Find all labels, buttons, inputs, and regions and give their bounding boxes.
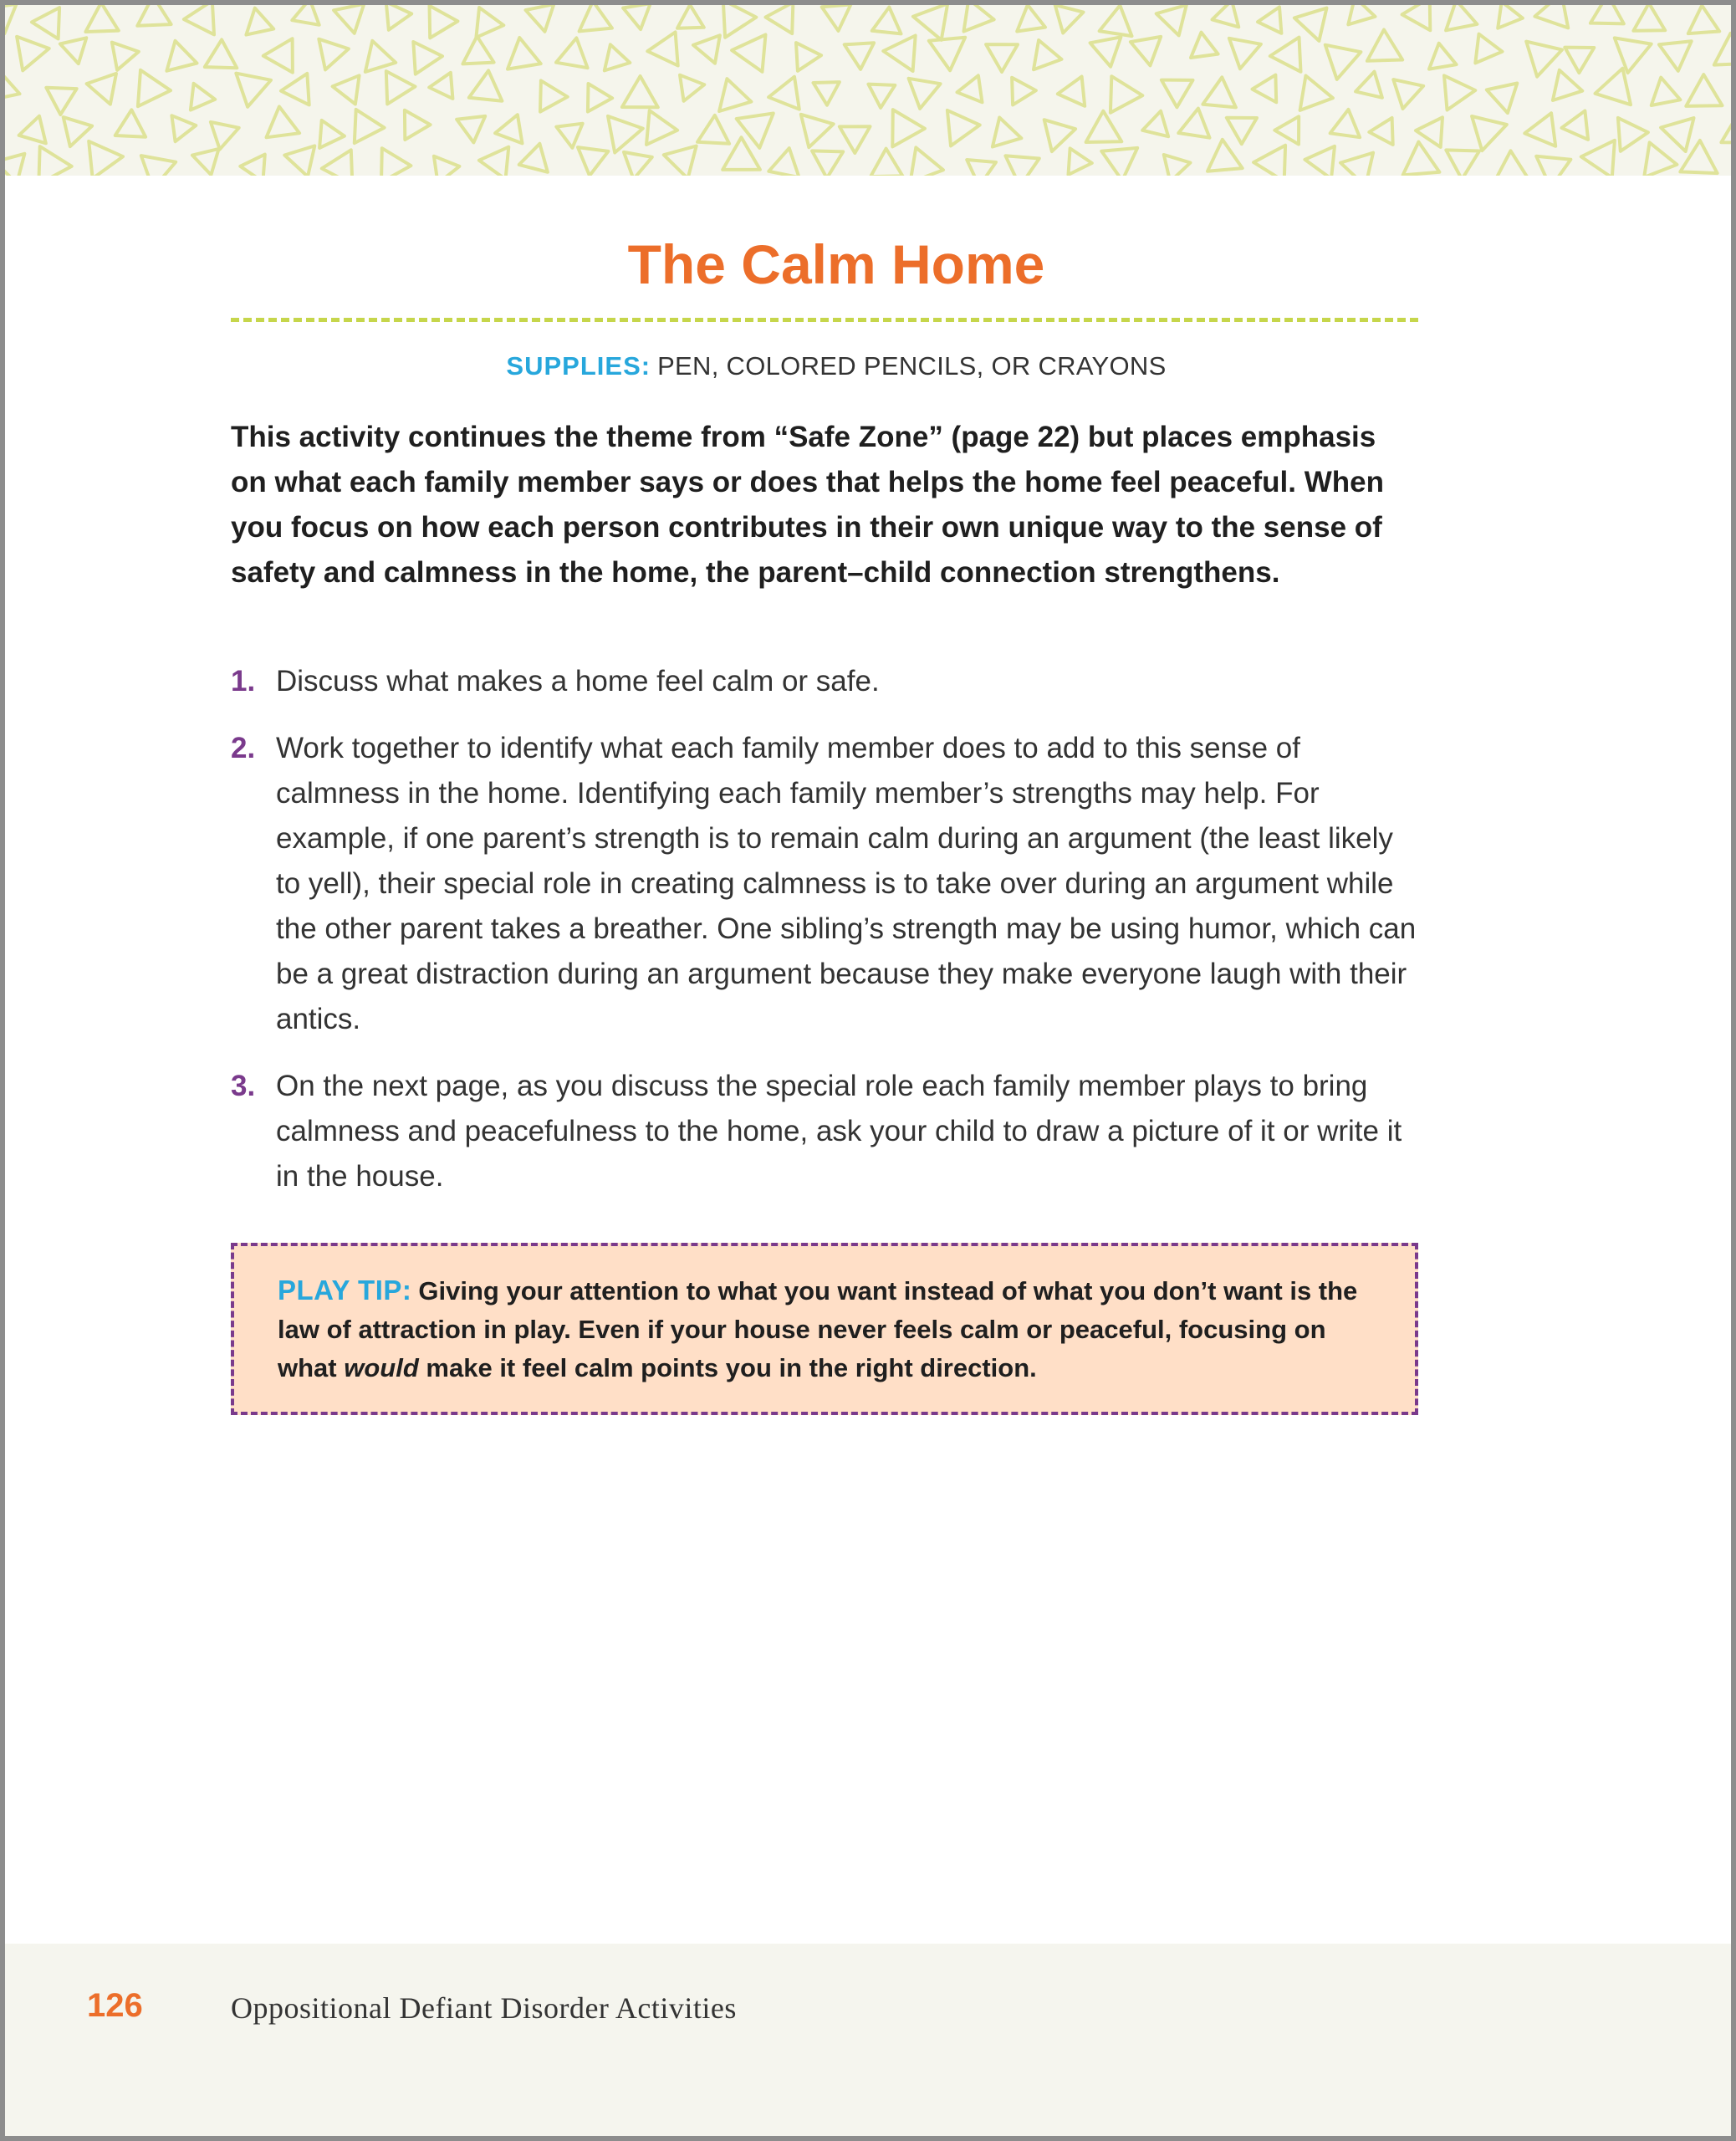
triangle-icon	[469, 70, 503, 100]
header-pattern	[0, 0, 1736, 176]
triangle-icon	[622, 76, 658, 107]
triangle-icon	[1615, 38, 1652, 73]
triangle-icon	[737, 114, 774, 148]
triangle-icon	[1562, 111, 1589, 140]
triangle-icon	[526, 4, 554, 32]
triangle-icon	[1017, 5, 1045, 32]
triangle-icon	[0, 154, 24, 176]
page-number: 126	[87, 1987, 143, 2024]
triangle-icon	[578, 147, 608, 176]
triangle-icon	[365, 41, 396, 72]
triangle-icon	[1644, 142, 1677, 176]
triangle-icon	[1618, 118, 1648, 151]
triangle-icon	[623, 3, 651, 29]
supplies-line	[0, 351, 1672, 381]
triangle-icon	[871, 149, 902, 176]
triangle-icon	[267, 106, 300, 137]
step-number: 2.	[231, 732, 256, 764]
step-number: 3.	[231, 1070, 256, 1102]
title-divider	[231, 318, 1418, 322]
triangle-icon	[1472, 116, 1507, 151]
triangle-icon	[1526, 42, 1562, 77]
triangle-icon	[284, 146, 314, 176]
step-text: On the next page, as you discuss the special role each family member plays to bring calmness and peacefulness to the home, ask your child to draw a picture of it or write it in the house.	[276, 1070, 1402, 1193]
triangle-icon	[32, 8, 59, 38]
triangle-icon	[1688, 6, 1719, 34]
triangle-icon	[1446, 150, 1479, 176]
triangle-icon	[430, 6, 458, 38]
triangle-icon	[913, 3, 947, 39]
triangle-icon	[1253, 75, 1277, 103]
step-text: Discuss what makes a home feel calm or safe.	[276, 665, 880, 697]
triangle-icon	[1487, 84, 1518, 114]
step-number: 1.	[231, 665, 256, 697]
triangle-icon	[1305, 146, 1335, 176]
triangle-icon	[1444, 75, 1475, 110]
triangle-icon	[1565, 48, 1594, 74]
triangle-icon	[1356, 72, 1382, 98]
triangle-icon	[540, 80, 568, 111]
triangle-icon	[1055, 5, 1084, 33]
triangle-icon	[333, 75, 360, 104]
triangle-icon	[892, 110, 925, 146]
triangle-icon	[1142, 111, 1168, 136]
triangle-icon	[211, 122, 239, 150]
triangle-icon	[191, 84, 215, 110]
triangle-icon	[381, 148, 411, 176]
triangle-icon	[1156, 5, 1187, 35]
page-title: The Calm Home	[627, 233, 1045, 295]
triangle-icon	[964, 0, 994, 32]
triangle-icon	[768, 77, 799, 110]
triangle-icon	[580, 1, 612, 31]
triangle-icon	[1270, 38, 1301, 72]
triangle-icon	[1330, 110, 1361, 137]
triangle-icon	[1340, 153, 1373, 176]
triangle-icon	[0, 4, 17, 33]
triangle-icon	[192, 149, 219, 175]
triangle-icon	[89, 141, 123, 176]
triangle-icon	[171, 115, 196, 141]
triangle-icon	[680, 75, 704, 101]
triangle-icon	[1111, 76, 1142, 113]
triangle-icon	[166, 41, 197, 71]
triangle-icon	[1101, 148, 1137, 176]
triangle-icon	[556, 38, 588, 68]
book-title: Oppositional Defiant Disorder Activities	[231, 1991, 737, 2025]
triangle-icon	[801, 115, 834, 147]
triangle-icon	[1253, 146, 1285, 176]
triangle-icon	[1498, 2, 1523, 28]
triangle-icon	[38, 146, 71, 176]
triangle-icon	[0, 69, 20, 101]
triangle-icon	[605, 44, 631, 70]
triangle-icon	[1202, 77, 1236, 107]
step-item	[231, 726, 1418, 1042]
triangle-icon	[1090, 37, 1121, 66]
triangle-icon	[1429, 43, 1457, 69]
triangle-icon	[957, 75, 983, 102]
triangle-icon	[1208, 140, 1243, 171]
supplies-label: SUPPLIES:	[506, 351, 651, 381]
triangle-icon	[1633, 3, 1665, 31]
triangle-icon	[947, 110, 980, 146]
triangle-icon	[1475, 34, 1502, 64]
triangle-icon	[840, 126, 871, 153]
triangle-icon	[1553, 70, 1582, 100]
triangle-icon	[1367, 30, 1402, 61]
triangle-icon	[1590, 0, 1624, 23]
triangle-icon	[292, 0, 319, 25]
triangle-icon	[1164, 155, 1191, 176]
triangle-icon	[281, 74, 309, 105]
triangle-icon	[319, 39, 349, 70]
triangle-icon	[1300, 76, 1333, 110]
play-tip-box	[231, 1243, 1418, 1415]
triangle-icon	[46, 88, 76, 115]
triangle-icon	[141, 156, 176, 176]
triangle-icon	[476, 8, 503, 38]
triangle-icon	[768, 148, 799, 176]
triangle-icon	[1213, 0, 1239, 27]
play-tip-label: PLAY TIP:	[278, 1275, 412, 1306]
triangle-icon	[1258, 7, 1281, 33]
triangle-icon	[732, 35, 765, 72]
triangle-icon	[138, 70, 171, 106]
triangle-icon	[868, 84, 895, 108]
play-tip-emphasis: would	[344, 1353, 419, 1382]
triangle-icon	[1348, 0, 1375, 24]
triangle-icon	[1393, 79, 1423, 109]
triangle-icon	[405, 110, 431, 140]
triangle-icon	[263, 38, 293, 72]
triangle-icon	[429, 73, 452, 99]
triangle-icon	[1402, 0, 1431, 30]
triangle-icon	[246, 8, 273, 35]
triangle-icon	[1652, 78, 1681, 105]
triangle-icon	[1534, 0, 1568, 28]
triangle-icon	[993, 118, 1022, 147]
triangle-icon	[719, 79, 751, 111]
triangle-icon	[319, 120, 345, 148]
triangle-icon	[1162, 80, 1193, 108]
triangle-icon	[322, 150, 353, 176]
triangle-icon	[814, 82, 840, 105]
triangle-icon	[1131, 37, 1161, 66]
triangle-icon	[334, 4, 364, 33]
triangle-icon	[115, 110, 146, 136]
triangle-icon	[1069, 148, 1092, 175]
triangle-icon	[205, 39, 237, 68]
triangle-icon	[457, 116, 485, 143]
triangle-icon	[1229, 38, 1261, 69]
triangle-icon	[1659, 41, 1692, 71]
play-tip-text-after: make it feel calm points you in the right direction.	[426, 1353, 1037, 1382]
step-text: Work together to identify what each family member does to add to this sense of calmness in the home. Identifying each family member’s strengths may help. For example, if one parent’s strength is to remain calm during an argument (the least likely to yell), their special role in creating calmness is to take over during an argument while the other parent takes a breather. One sibling’s strength may be using humor, which can be a great distraction during an argument because they make everyone laugh with their antics.	[276, 732, 1417, 1035]
triangle-icon	[1661, 118, 1693, 151]
triangle-icon	[677, 5, 704, 28]
footer-band	[0, 1944, 1736, 2141]
triangle-icon	[1086, 111, 1122, 142]
triangle-icon	[386, 71, 416, 104]
triangle-icon	[1721, 115, 1736, 143]
triangle-icon	[624, 152, 652, 176]
triangle-icon	[766, 3, 794, 33]
triangle-icon	[693, 35, 720, 63]
triangle-icon	[508, 38, 541, 69]
intro-paragraph: This activity continues the theme from “Safe Zone” (page 22) but places emphasis on what each family member says or does that helps the home feel peaceful. When you focus on how each person contributes in their own unique way to the sense of safety and calmness in the home, the parent–child connection strengthens.	[231, 421, 1384, 589]
triangle-icon	[911, 147, 944, 176]
triangle-icon	[1034, 40, 1062, 69]
triangle-icon	[1536, 156, 1570, 176]
triangle-icon	[812, 151, 843, 176]
triangle-icon	[1227, 118, 1257, 144]
triangle-icon	[872, 8, 901, 34]
triangle-icon	[1044, 120, 1075, 151]
triangle-icon	[87, 74, 116, 105]
triangle-icon	[1496, 151, 1528, 176]
triangle-icon	[1191, 33, 1218, 58]
triangle-icon	[85, 3, 118, 32]
triangle-icon	[1403, 142, 1440, 176]
triangle-icon	[1012, 78, 1036, 105]
triangle-icon	[697, 115, 729, 144]
triangle-icon	[929, 38, 965, 71]
triangle-icon	[1524, 113, 1555, 146]
triangle-icon	[495, 115, 522, 143]
step-item	[231, 659, 1418, 704]
step-item	[231, 1064, 1418, 1199]
triangle-icon	[137, 0, 171, 26]
triangle-icon	[1446, 0, 1477, 30]
triangle-icon	[647, 32, 677, 65]
triangle-icon	[19, 116, 46, 144]
triangle-icon	[883, 36, 915, 72]
triangle-icon	[967, 160, 996, 176]
triangle-icon	[413, 42, 442, 74]
triangle-icon	[588, 84, 612, 112]
triangle-icon	[845, 43, 874, 69]
supplies-text: PEN, COLORED PENCILS, OR CRAYONS	[657, 351, 1167, 381]
triangle-icon	[112, 43, 139, 70]
triangle-icon	[236, 74, 271, 107]
triangle-icon	[479, 147, 508, 176]
triangle-icon	[986, 44, 1018, 72]
triangle-icon	[1005, 156, 1039, 176]
steps-list	[231, 659, 1418, 1221]
triangle-icon	[723, 0, 757, 37]
triangle-icon	[796, 43, 821, 71]
triangle-icon	[1714, 33, 1736, 65]
triangle-icon	[556, 124, 582, 148]
triangle-icon	[1325, 45, 1361, 79]
triangle-icon	[355, 110, 385, 143]
triangle-pattern-icon	[0, 0, 1736, 176]
triangle-icon	[519, 144, 548, 172]
triangle-icon	[1274, 116, 1299, 144]
triangle-icon	[386, 2, 411, 29]
triangle-icon	[60, 38, 86, 64]
triangle-icon	[646, 110, 677, 145]
triangle-icon	[822, 4, 851, 31]
triangle-icon	[1596, 69, 1631, 105]
triangle-icon	[184, 1, 214, 34]
play-tip-text-before: Giving your attention to what you want instead of what you don’t want is the law of attraction in play. Even if your house never feels calm or peaceful, focusing on what	[278, 1276, 1358, 1382]
triangle-icon	[462, 36, 493, 64]
triangle-icon	[1178, 109, 1209, 138]
triangle-icon	[909, 79, 941, 109]
triangle-icon	[1100, 5, 1132, 36]
triangle-icon	[17, 37, 49, 71]
triangle-icon	[1686, 74, 1722, 106]
triangle-icon	[1058, 77, 1085, 106]
triangle-icon	[608, 116, 643, 153]
triangle-icon	[1581, 141, 1615, 176]
triangle-icon	[664, 146, 697, 176]
triangle-icon	[1369, 118, 1392, 145]
triangle-icon	[434, 156, 460, 176]
triangle-icon	[240, 155, 265, 176]
